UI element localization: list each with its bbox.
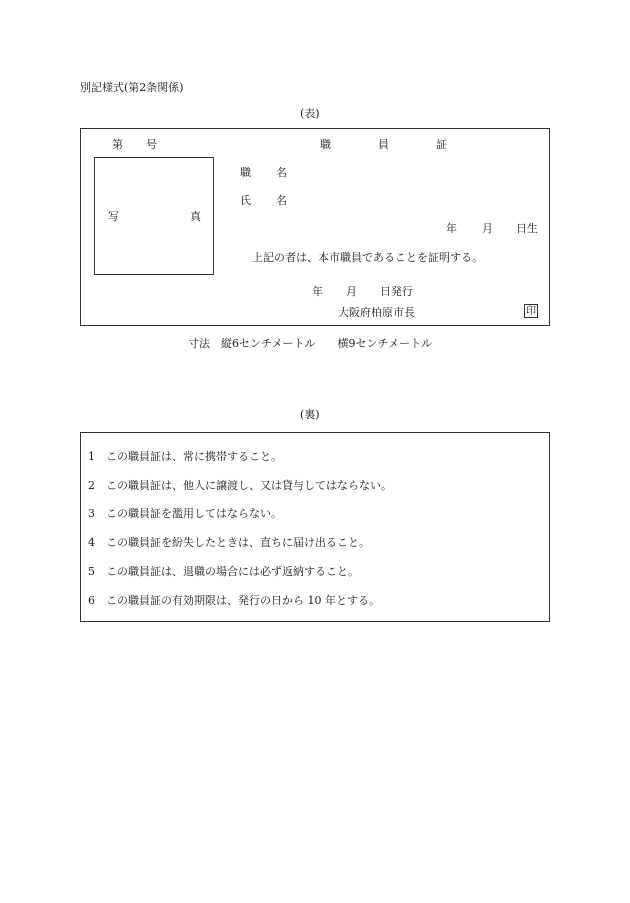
- rule-number: 6: [88, 594, 95, 607]
- back-section-label: (裏): [300, 408, 320, 421]
- rule-text: この職員証の有効期限は、発行の日から 10 年とする。: [106, 594, 380, 607]
- birth-year-label: 年: [446, 222, 457, 235]
- card-title-char-2: 員: [378, 138, 389, 151]
- position-label-char-2: 名: [276, 166, 287, 179]
- rule-text: この職員証は、他人に譲渡し、又は貸与してはならない。: [106, 479, 392, 492]
- position-label-char-1: 職: [240, 166, 251, 179]
- rule-number: 4: [88, 536, 95, 549]
- rule-text: この職員証を濫用してはならない。: [106, 507, 282, 520]
- card-title-char-1: 職: [320, 138, 331, 151]
- rule-number: 1: [88, 450, 95, 463]
- card-number-dai: 第: [112, 138, 123, 151]
- issue-month-label: 月: [346, 285, 357, 298]
- rule-item: [88, 537, 370, 548]
- seal-mark: 印: [526, 306, 536, 317]
- photo-label-char-2: 真: [190, 210, 201, 223]
- rule-text: この職員証は、退職の場合には必ず返納すること。: [106, 565, 359, 578]
- certification-text: 上記の者は、本市職員であることを証明する。: [252, 251, 483, 264]
- rule-number: 3: [88, 507, 95, 520]
- issue-year-label: 年: [312, 285, 323, 298]
- photo-label-char-1: 写: [108, 210, 119, 223]
- rule-number: 5: [88, 565, 95, 578]
- issue-day-label: 日発行: [380, 285, 413, 298]
- birth-day-label: 日生: [516, 222, 538, 235]
- dimensions-note: 寸法 縦6センチメートル 横9センチメートル: [188, 337, 433, 350]
- rule-item: [88, 508, 282, 519]
- name-label-char-1: 氏: [240, 194, 251, 207]
- form-title: 別記様式(第2条関係): [80, 81, 184, 94]
- rule-number: 2: [88, 479, 95, 492]
- rule-item: [88, 595, 380, 606]
- birth-month-label: 月: [482, 222, 493, 235]
- rule-text: この職員証を紛失したときは、直ちに届け出ること。: [106, 536, 370, 549]
- rule-item: [88, 451, 282, 462]
- card-title-char-3: 証: [436, 138, 447, 151]
- rule-item: [88, 480, 392, 491]
- issuer-name: 大阪府柏原市長: [338, 306, 415, 319]
- front-section-label: (表): [300, 107, 320, 120]
- rule-text: この職員証は、常に携帯すること。: [106, 450, 282, 463]
- rule-item: [88, 566, 359, 577]
- name-label-char-2: 名: [276, 194, 287, 207]
- card-number-go: 号: [146, 138, 157, 151]
